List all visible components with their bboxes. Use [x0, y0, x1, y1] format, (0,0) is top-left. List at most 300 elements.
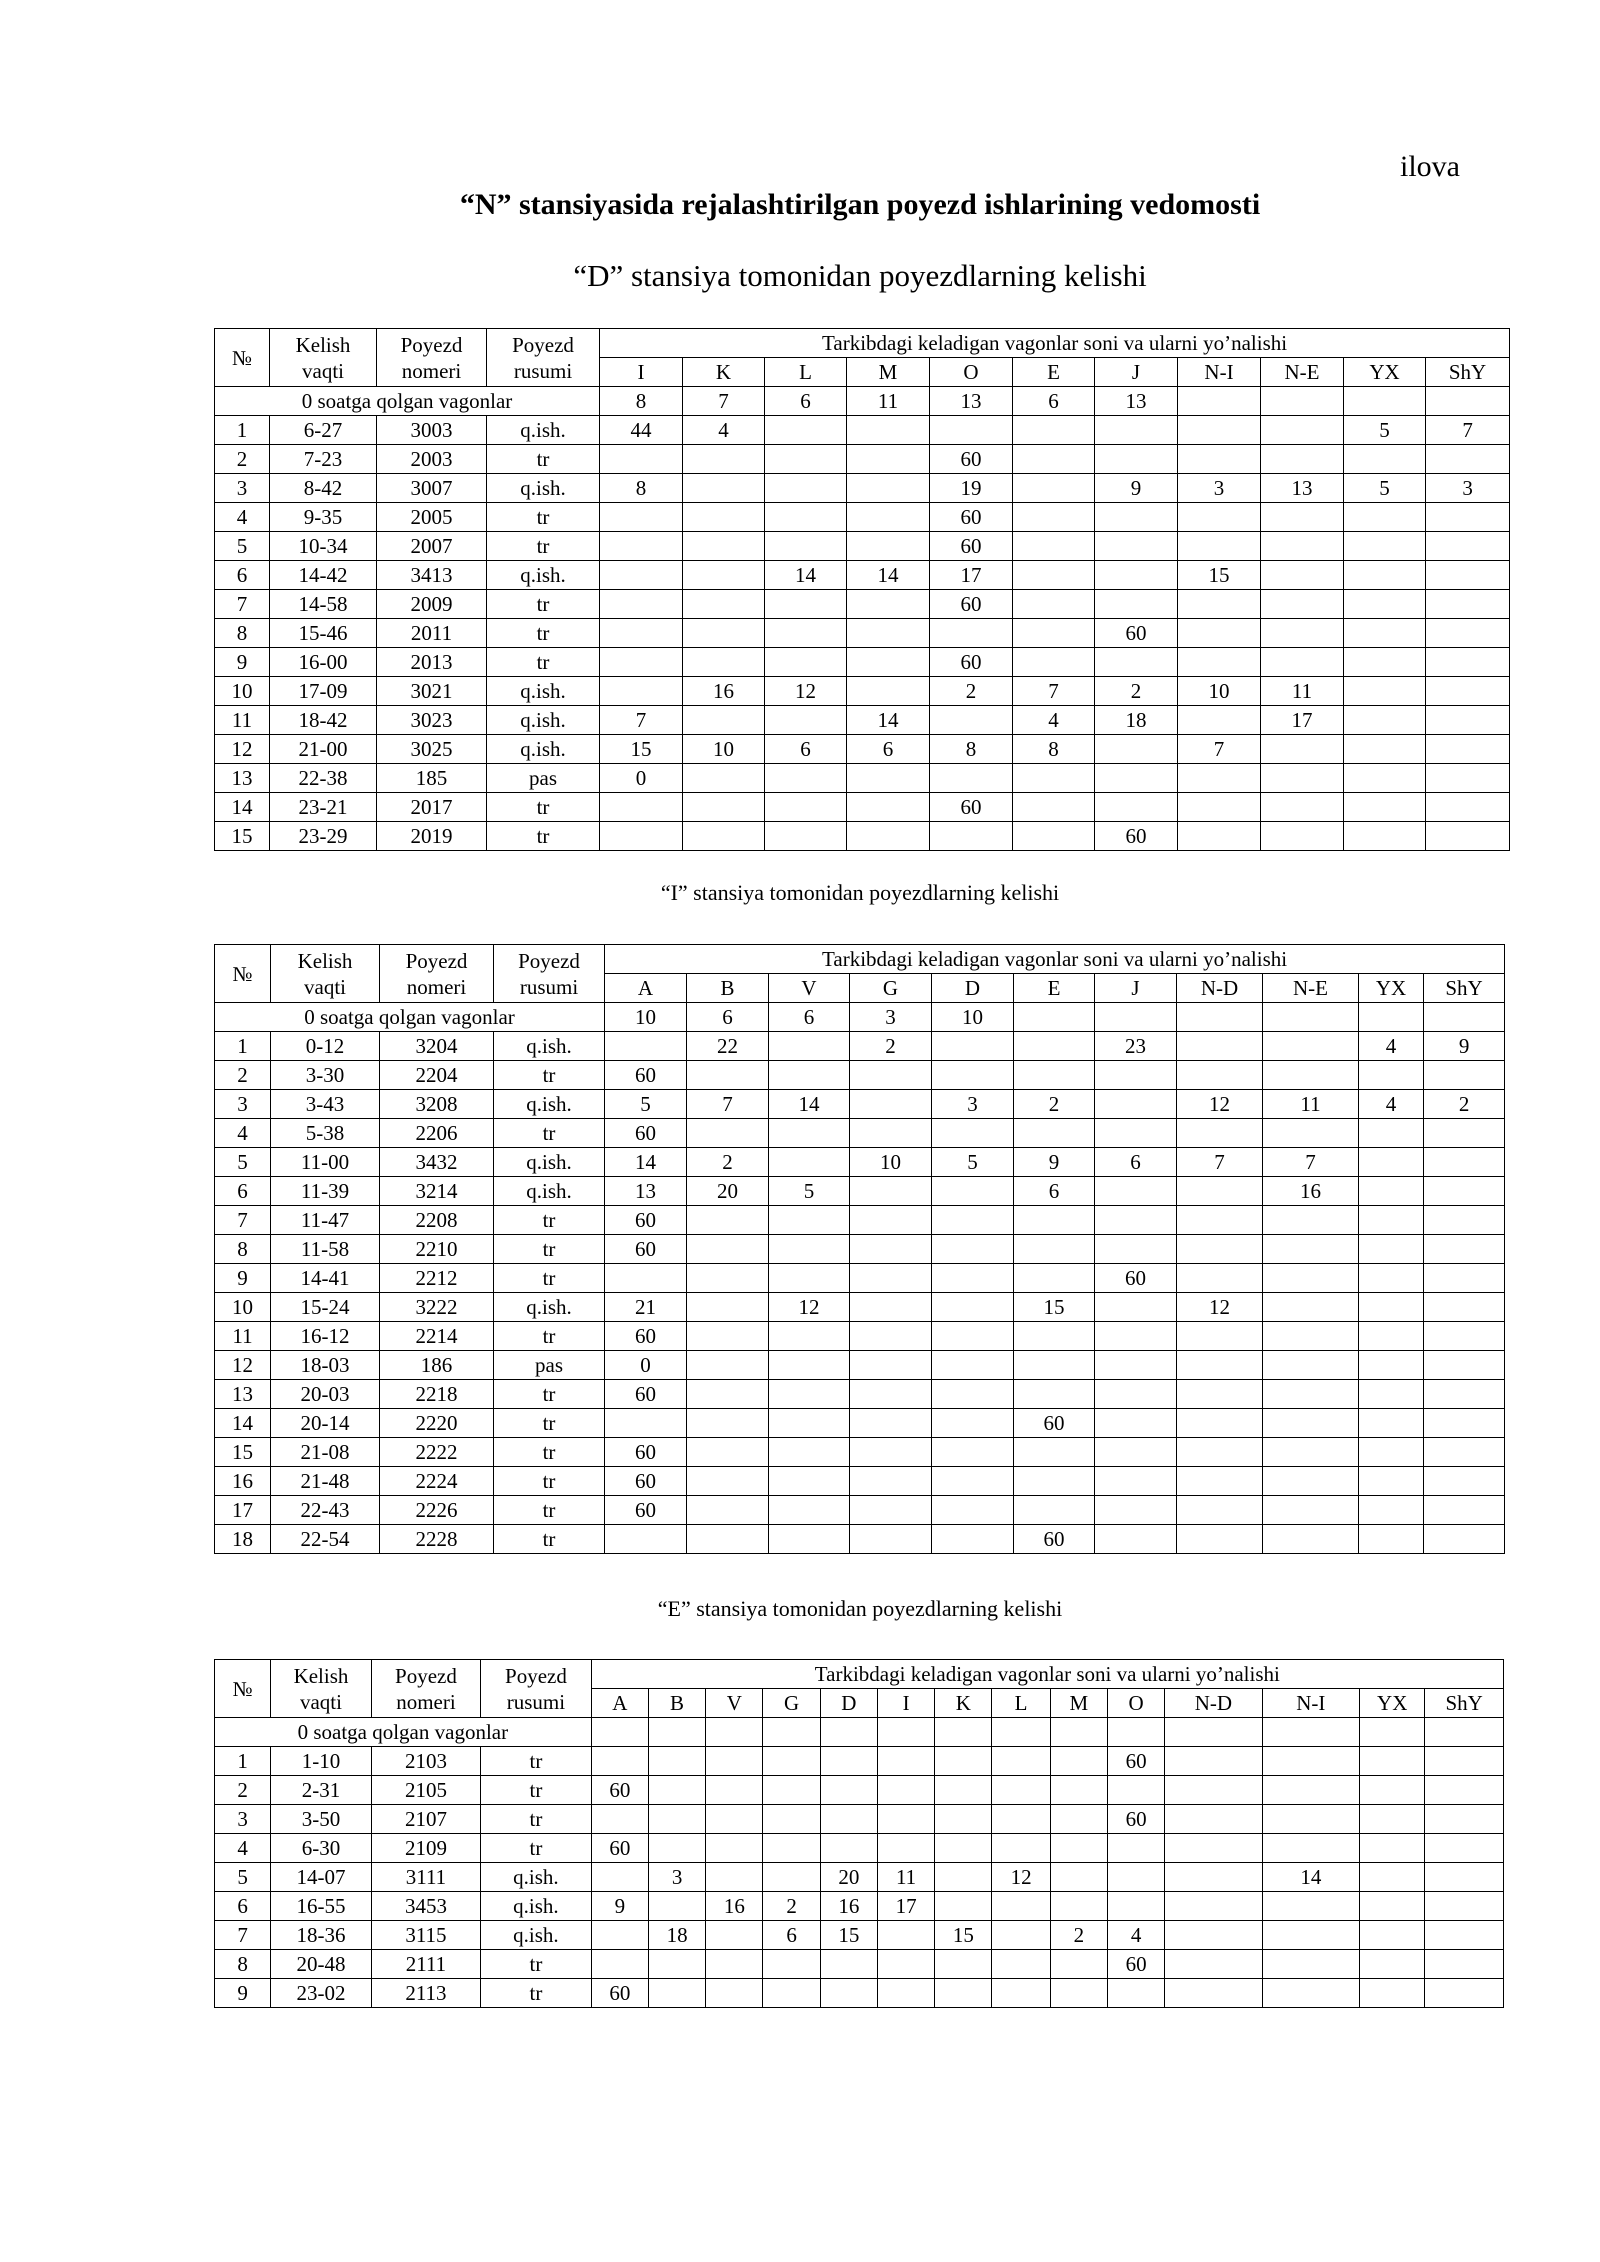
wagon-count-cell — [648, 1834, 705, 1863]
wagon-count-cell — [820, 1979, 877, 2008]
wagon-count-cell: 16 — [706, 1892, 763, 1921]
wagon-count-cell — [935, 1892, 992, 1921]
wagon-count-cell — [765, 474, 847, 503]
wagon-count-cell: 18 — [1095, 706, 1178, 735]
wagon-count-cell — [605, 1264, 687, 1293]
col-header-direction: D — [820, 1689, 877, 1718]
wagon-count-cell: 5 — [1344, 474, 1426, 503]
remaining-wagons-value — [1426, 387, 1510, 416]
wagon-count-cell — [1177, 1496, 1263, 1525]
wagon-count-cell — [1344, 445, 1426, 474]
wagon-count-cell — [1262, 1805, 1359, 1834]
wagon-count-cell — [1359, 1235, 1424, 1264]
train-number-cell: 2019 — [377, 822, 487, 851]
wagon-count-cell — [1424, 1380, 1505, 1409]
wagon-count-cell — [1263, 1061, 1359, 1090]
table-row — [215, 532, 1510, 561]
remaining-wagons-value — [992, 1718, 1050, 1747]
table-row — [215, 561, 1510, 590]
wagon-count-cell: 4 — [1013, 706, 1095, 735]
row-number-cell: 10 — [215, 1293, 271, 1322]
wagon-count-cell: 4 — [1359, 1032, 1424, 1061]
wagon-count-cell: 60 — [1095, 619, 1178, 648]
train-type-cell: tr — [481, 1776, 592, 1805]
remaining-wagons-value — [1177, 1003, 1263, 1032]
wagon-count-cell — [820, 1747, 877, 1776]
col-header-direction: O — [1107, 1689, 1164, 1718]
row-number-cell: 8 — [215, 1235, 271, 1264]
arrivals-table-e — [214, 1659, 1504, 2008]
wagon-count-cell: 60 — [930, 503, 1013, 532]
train-number-cell: 2113 — [371, 1979, 480, 2008]
table-row — [215, 1032, 1505, 1061]
remaining-wagons-label: 0 soatga qolgan vagonlar — [215, 1718, 592, 1747]
wagon-count-cell — [1095, 590, 1178, 619]
wagon-count-cell — [930, 822, 1013, 851]
arrival-time-cell: 18-36 — [271, 1921, 371, 1950]
wagon-count-cell — [687, 1409, 769, 1438]
wagon-count-cell — [1165, 1921, 1262, 1950]
wagon-count-cell — [1178, 764, 1261, 793]
col-header-wagon-composition: Tarkibdagi keladigan vagonlar soni va ularni yo’nalishi — [605, 945, 1505, 974]
arrival-time-cell: 16-12 — [271, 1322, 380, 1351]
col-header-train-number-line2: nomeri — [406, 974, 467, 999]
wagon-count-cell — [1095, 1177, 1177, 1206]
arrival-time-cell: 6-30 — [271, 1834, 371, 1863]
wagon-count-cell: 7 — [600, 706, 683, 735]
col-header-direction: YX — [1359, 974, 1424, 1003]
table-row — [215, 1776, 1504, 1805]
arrival-time-cell: 23-21 — [270, 793, 377, 822]
wagon-count-cell — [1014, 1351, 1095, 1380]
wagon-count-cell — [765, 590, 847, 619]
wagon-count-cell — [1425, 1892, 1504, 1921]
wagon-count-cell — [1360, 1892, 1425, 1921]
wagon-count-cell — [1425, 1950, 1504, 1979]
wagon-count-cell: 7 — [687, 1090, 769, 1119]
document-title: “N” stansiyasida rejalashtirilgan poyezd ishlarining vedomosti — [459, 188, 1261, 221]
train-number-cell: 3204 — [380, 1032, 494, 1061]
wagon-count-cell — [820, 1950, 877, 1979]
table-row — [215, 590, 1510, 619]
wagon-count-cell — [706, 1805, 763, 1834]
wagon-count-cell — [847, 619, 930, 648]
wagon-count-cell — [1095, 416, 1178, 445]
wagon-count-cell — [1165, 1979, 1262, 2008]
wagon-count-cell — [1359, 1380, 1424, 1409]
col-header-train-type-line2: rusumi — [506, 1689, 566, 1714]
wagon-count-cell: 23 — [1095, 1032, 1177, 1061]
col-header-direction: K — [935, 1689, 992, 1718]
table-row — [215, 416, 1510, 445]
table-row — [215, 503, 1510, 532]
wagon-count-cell — [1359, 1177, 1424, 1206]
wagon-count-cell: 60 — [605, 1322, 687, 1351]
wagon-count-cell — [1095, 1119, 1177, 1148]
wagon-count-cell — [1359, 1061, 1424, 1090]
col-header-direction: YX — [1360, 1689, 1425, 1718]
wagon-count-cell — [769, 1032, 850, 1061]
col-header-direction: ShY — [1426, 358, 1510, 387]
wagon-count-cell: 60 — [930, 648, 1013, 677]
wagon-count-cell: 21 — [605, 1293, 687, 1322]
wagon-count-cell: 9 — [1014, 1148, 1095, 1177]
wagon-count-cell — [600, 619, 683, 648]
train-number-cell: 3413 — [377, 561, 487, 590]
train-number-cell: 2005 — [377, 503, 487, 532]
arrival-time-cell: 23-29 — [270, 822, 377, 851]
wagon-count-cell — [1425, 1921, 1504, 1950]
wagon-count-cell: 15 — [600, 735, 683, 764]
wagon-count-cell — [992, 1805, 1050, 1834]
wagon-count-cell — [1014, 1119, 1095, 1148]
train-type-cell: q.ish. — [494, 1293, 605, 1322]
wagon-count-cell — [600, 648, 683, 677]
table-row — [215, 735, 1510, 764]
wagon-count-cell — [1095, 1351, 1177, 1380]
wagon-count-cell: 5 — [605, 1090, 687, 1119]
wagon-count-cell — [1426, 590, 1510, 619]
col-header-direction: N-D — [1165, 1689, 1262, 1718]
wagon-count-cell — [648, 1950, 705, 1979]
wagon-count-cell — [765, 619, 847, 648]
wagon-count-cell — [1095, 1206, 1177, 1235]
wagon-count-cell — [1262, 1747, 1359, 1776]
table-row — [215, 1950, 1504, 1979]
wagon-count-cell — [850, 1322, 932, 1351]
col-header-train-number-line1: Poyezd — [395, 1663, 457, 1688]
wagon-count-cell — [769, 1235, 850, 1264]
wagon-count-cell — [1359, 1351, 1424, 1380]
col-header-direction: L — [765, 358, 847, 387]
wagon-count-cell — [935, 1805, 992, 1834]
wagon-count-cell — [1360, 1863, 1425, 1892]
wagon-count-cell — [1424, 1409, 1505, 1438]
wagon-count-cell — [683, 445, 765, 474]
col-header-arrival-time-line1: Kelish — [297, 948, 353, 973]
wagon-count-cell — [1165, 1892, 1262, 1921]
wagon-count-cell — [932, 1061, 1014, 1090]
wagon-count-cell — [769, 1322, 850, 1351]
wagon-count-cell — [1425, 1979, 1504, 2008]
wagon-count-cell: 15 — [820, 1921, 877, 1950]
wagon-count-cell — [1359, 1322, 1424, 1351]
row-number-cell: 3 — [215, 474, 270, 503]
wagon-count-cell — [932, 1322, 1014, 1351]
col-header-arrival-time-line1: Kelish — [293, 1663, 349, 1688]
wagon-count-cell — [769, 1496, 850, 1525]
wagon-count-cell: 60 — [930, 590, 1013, 619]
col-header-train-number-line2: nomeri — [401, 358, 462, 383]
wagon-count-cell: 60 — [591, 1776, 648, 1805]
col-header-direction: I — [600, 358, 683, 387]
wagon-count-cell — [1165, 1805, 1262, 1834]
col-header-number: № — [215, 945, 271, 1003]
train-type-cell: tr — [481, 1834, 592, 1863]
train-number-cell: 2206 — [380, 1119, 494, 1148]
wagon-count-cell — [932, 1032, 1014, 1061]
table-row — [215, 1409, 1505, 1438]
wagon-count-cell — [1426, 706, 1510, 735]
wagon-count-cell: 15 — [1014, 1293, 1095, 1322]
wagon-count-cell: 3 — [1426, 474, 1510, 503]
wagon-count-cell — [706, 1863, 763, 1892]
wagon-count-cell — [706, 1921, 763, 1950]
train-number-cell: 3003 — [377, 416, 487, 445]
wagon-count-cell — [1013, 822, 1095, 851]
wagon-count-cell — [1360, 1921, 1425, 1950]
remaining-wagons-value — [1050, 1718, 1107, 1747]
wagon-count-cell: 9 — [1424, 1032, 1505, 1061]
table-row — [215, 1148, 1505, 1177]
wagon-count-cell — [1013, 619, 1095, 648]
wagon-count-cell: 7 — [1178, 735, 1261, 764]
arrival-time-cell: 3-30 — [271, 1061, 380, 1090]
wagon-count-cell — [769, 1351, 850, 1380]
wagon-count-cell — [932, 1293, 1014, 1322]
wagon-count-cell — [847, 822, 930, 851]
train-type-cell: pas — [487, 764, 600, 793]
wagon-count-cell — [1165, 1863, 1262, 1892]
wagon-count-cell: 44 — [600, 416, 683, 445]
table-row — [215, 445, 1510, 474]
wagon-count-cell — [1095, 532, 1178, 561]
table-row — [215, 1351, 1505, 1380]
row-number-cell: 3 — [215, 1090, 271, 1119]
wagon-count-cell: 7 — [1426, 416, 1510, 445]
remaining-wagons-value — [1263, 1003, 1359, 1032]
wagon-count-cell — [1359, 1264, 1424, 1293]
col-header-arrival-time — [270, 329, 377, 387]
wagon-count-cell — [1426, 735, 1510, 764]
wagon-count-cell — [648, 1776, 705, 1805]
wagon-count-cell: 15 — [935, 1921, 992, 1950]
wagon-count-cell — [932, 1525, 1014, 1554]
wagon-count-cell — [600, 822, 683, 851]
arrival-time-cell: 11-39 — [271, 1177, 380, 1206]
wagon-count-cell: 14 — [765, 561, 847, 590]
wagon-count-cell — [600, 590, 683, 619]
wagon-count-cell — [763, 1863, 820, 1892]
wagon-count-cell — [1424, 1496, 1505, 1525]
arrival-time-cell: 22-54 — [271, 1525, 380, 1554]
wagon-count-cell — [765, 793, 847, 822]
wagon-count-cell: 13 — [1261, 474, 1344, 503]
wagon-count-cell — [992, 1834, 1050, 1863]
wagon-count-cell: 17 — [877, 1892, 934, 1921]
wagon-count-cell — [769, 1148, 850, 1177]
train-type-cell: tr — [487, 793, 600, 822]
wagon-count-cell — [1013, 764, 1095, 793]
wagon-count-cell — [1014, 1206, 1095, 1235]
wagon-count-cell: 11 — [877, 1863, 934, 1892]
train-type-cell: tr — [494, 1409, 605, 1438]
wagon-count-cell — [687, 1351, 769, 1380]
train-number-cell: 2222 — [380, 1438, 494, 1467]
col-header-direction: V — [706, 1689, 763, 1718]
wagon-count-cell — [1095, 1293, 1177, 1322]
train-type-cell: tr — [481, 1747, 592, 1776]
row-number-cell: 14 — [215, 793, 270, 822]
arrival-time-cell: 11-00 — [271, 1148, 380, 1177]
wagon-count-cell — [1261, 793, 1344, 822]
wagon-count-cell — [648, 1805, 705, 1834]
wagon-count-cell — [1359, 1467, 1424, 1496]
wagon-count-cell — [992, 1747, 1050, 1776]
wagon-count-cell — [1013, 474, 1095, 503]
wagon-count-cell — [1344, 503, 1426, 532]
row-number-cell: 6 — [215, 561, 270, 590]
wagon-count-cell — [1359, 1438, 1424, 1467]
arrival-time-cell: 21-48 — [271, 1467, 380, 1496]
wagon-count-cell — [932, 1467, 1014, 1496]
wagon-count-cell — [706, 1776, 763, 1805]
wagon-count-cell — [1095, 1235, 1177, 1264]
remaining-wagons-value: 10 — [932, 1003, 1014, 1032]
wagon-count-cell — [1013, 793, 1095, 822]
row-number-cell: 10 — [215, 677, 270, 706]
wagon-count-cell — [1177, 1206, 1263, 1235]
wagon-count-cell — [932, 1496, 1014, 1525]
col-header-direction: G — [763, 1689, 820, 1718]
wagon-count-cell — [769, 1264, 850, 1293]
wagon-count-cell: 60 — [930, 532, 1013, 561]
train-number-cell: 2013 — [377, 648, 487, 677]
wagon-count-cell — [591, 1805, 648, 1834]
row-number-cell: 5 — [215, 532, 270, 561]
row-number-cell: 9 — [215, 1264, 271, 1293]
wagon-count-cell — [1177, 1032, 1263, 1061]
wagon-count-cell — [1424, 1235, 1505, 1264]
wagon-count-cell — [932, 1409, 1014, 1438]
wagon-count-cell — [935, 1747, 992, 1776]
wagon-count-cell — [1177, 1467, 1263, 1496]
wagon-count-cell — [1360, 1950, 1425, 1979]
row-number-cell: 12 — [215, 1351, 271, 1380]
wagon-count-cell: 60 — [605, 1467, 687, 1496]
wagon-count-cell — [1344, 822, 1426, 851]
wagon-count-cell — [1178, 706, 1261, 735]
wagon-count-cell: 11 — [1261, 677, 1344, 706]
train-type-cell: q.ish. — [487, 416, 600, 445]
wagon-count-cell — [1360, 1979, 1425, 2008]
table-row — [215, 1177, 1505, 1206]
wagon-count-cell — [1344, 590, 1426, 619]
row-number-cell: 1 — [215, 1032, 271, 1061]
arrival-time-cell: 21-00 — [270, 735, 377, 764]
wagon-count-cell — [1262, 1892, 1359, 1921]
wagon-count-cell — [706, 1834, 763, 1863]
wagon-count-cell: 17 — [1261, 706, 1344, 735]
wagon-count-cell: 14 — [847, 706, 930, 735]
wagon-count-cell — [1344, 764, 1426, 793]
wagon-count-cell — [591, 1863, 648, 1892]
remaining-wagons-value — [1359, 1003, 1424, 1032]
arrivals-table-d — [214, 328, 1510, 851]
table-row — [215, 474, 1510, 503]
train-type-cell: q.ish. — [494, 1032, 605, 1061]
wagon-count-cell — [1424, 1264, 1505, 1293]
remaining-wagons-value — [1424, 1003, 1505, 1032]
wagon-count-cell — [930, 764, 1013, 793]
wagon-count-cell — [850, 1090, 932, 1119]
train-number-cell: 2214 — [380, 1322, 494, 1351]
row-number-cell: 4 — [215, 1119, 271, 1148]
remaining-wagons-value: 6 — [769, 1003, 850, 1032]
wagon-count-cell — [683, 474, 765, 503]
wagon-count-cell — [847, 764, 930, 793]
wagon-count-cell — [1425, 1834, 1504, 1863]
col-header-direction: D — [932, 974, 1014, 1003]
wagon-count-cell — [600, 561, 683, 590]
wagon-count-cell — [1344, 619, 1426, 648]
train-type-cell: tr — [494, 1206, 605, 1235]
wagon-count-cell — [769, 1409, 850, 1438]
wagon-count-cell — [847, 677, 930, 706]
wagon-count-cell — [850, 1119, 932, 1148]
train-number-cell: 2009 — [377, 590, 487, 619]
wagon-count-cell — [763, 1747, 820, 1776]
train-number-cell: 2228 — [380, 1525, 494, 1554]
wagon-count-cell — [1095, 1467, 1177, 1496]
table-row — [215, 619, 1510, 648]
col-header-train-type-line1: Poyezd — [518, 948, 580, 973]
wagon-count-cell — [1263, 1206, 1359, 1235]
wagon-count-cell — [1177, 1351, 1263, 1380]
wagon-count-cell — [1425, 1747, 1504, 1776]
train-type-cell: tr — [481, 1979, 592, 2008]
wagon-count-cell — [1014, 1322, 1095, 1351]
arrival-time-cell: 20-03 — [271, 1380, 380, 1409]
col-header-train-type — [481, 1660, 592, 1718]
wagon-count-cell — [877, 1834, 934, 1863]
wagon-count-cell — [930, 619, 1013, 648]
table-row — [215, 1834, 1504, 1863]
train-type-cell: tr — [494, 1525, 605, 1554]
wagon-count-cell — [1360, 1776, 1425, 1805]
wagon-count-cell — [1261, 503, 1344, 532]
wagon-count-cell — [1107, 1834, 1164, 1863]
remaining-wagons-value — [877, 1718, 934, 1747]
wagon-count-cell — [1425, 1776, 1504, 1805]
wagon-count-cell — [935, 1834, 992, 1863]
wagon-count-cell — [847, 532, 930, 561]
wagon-count-cell: 0 — [600, 764, 683, 793]
arrival-time-cell: 14-58 — [270, 590, 377, 619]
wagon-count-cell: 7 — [1263, 1148, 1359, 1177]
wagon-count-cell — [763, 1979, 820, 2008]
table-row — [215, 1061, 1505, 1090]
wagon-count-cell: 14 — [769, 1090, 850, 1119]
col-header-number: № — [215, 1660, 271, 1718]
wagon-count-cell — [687, 1264, 769, 1293]
train-number-cell: 3453 — [371, 1892, 480, 1921]
wagon-count-cell — [1050, 1834, 1107, 1863]
train-type-cell: tr — [481, 1805, 592, 1834]
wagon-count-cell — [683, 822, 765, 851]
row-number-cell: 5 — [215, 1863, 271, 1892]
wagon-count-cell — [1262, 1979, 1359, 2008]
wagon-count-cell: 13 — [605, 1177, 687, 1206]
col-header-direction: N-I — [1262, 1689, 1359, 1718]
wagon-count-cell — [847, 590, 930, 619]
table-row — [215, 706, 1510, 735]
table-row — [215, 1892, 1504, 1921]
wagon-count-cell: 12 — [992, 1863, 1050, 1892]
wagon-count-cell — [765, 503, 847, 532]
wagon-count-cell — [1013, 590, 1095, 619]
wagon-count-cell — [992, 1921, 1050, 1950]
